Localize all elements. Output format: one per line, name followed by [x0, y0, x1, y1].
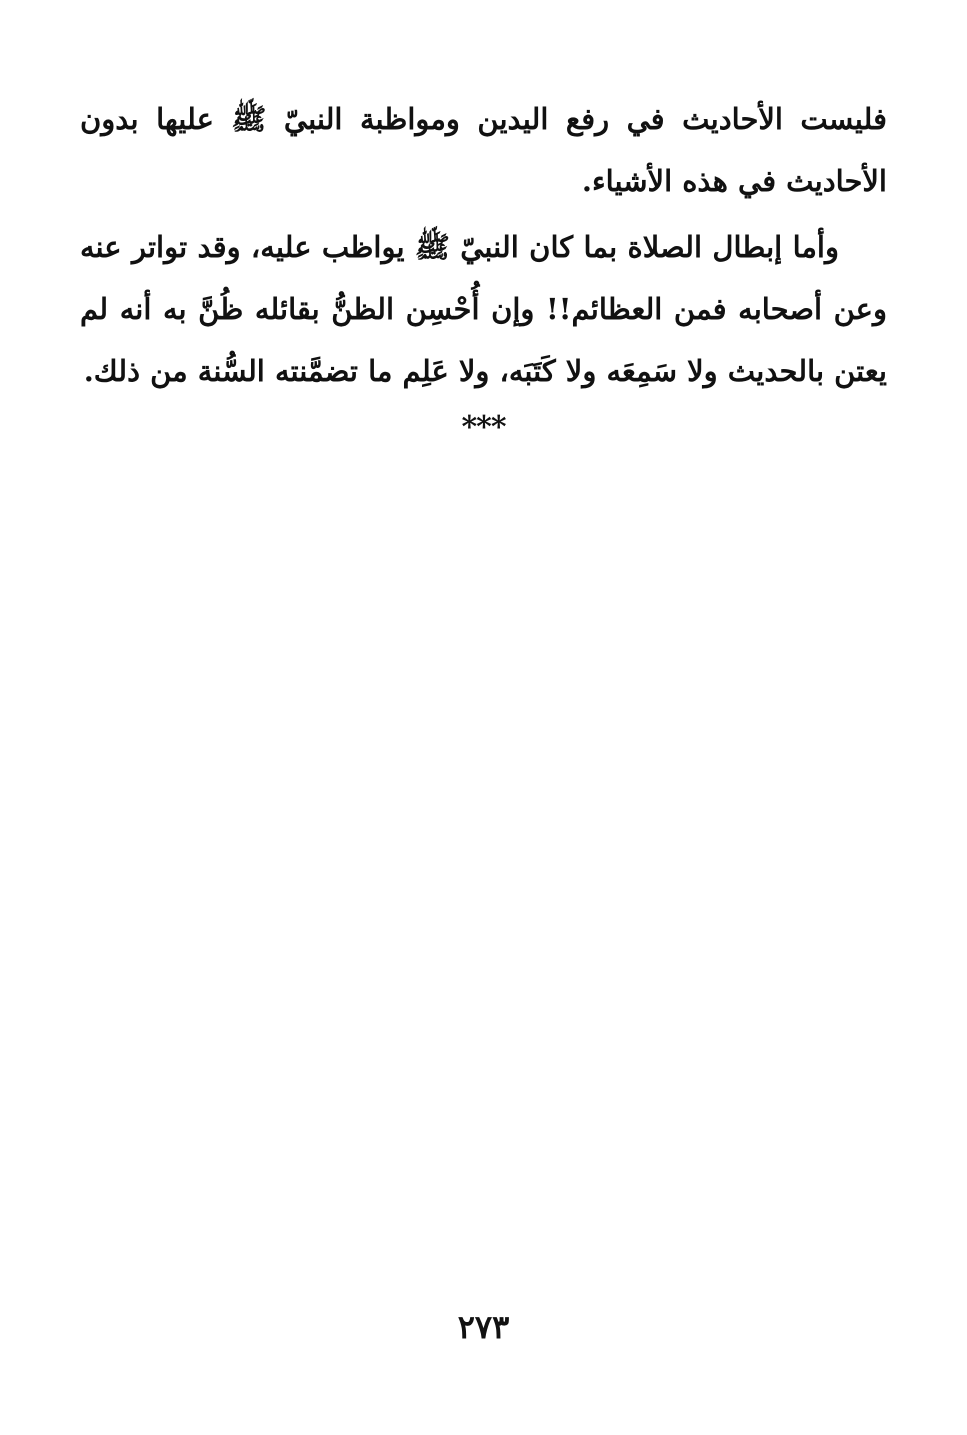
body-text	[80, 88, 887, 402]
paragraph: فليست الأحاديث في رفع اليدين ومواظبة النبيّ ﷺ عليها بدون الأحاديث في هذه الأشياء.	[80, 102, 887, 198]
page-number: ٢٧٣	[457, 1308, 510, 1346]
section-separator: ***	[461, 410, 506, 445]
paragraph: وأما إبطال الصلاة بما كان النبيّ ﷺ يواظب عليه، وقد تواتر عنه وعن أصحابه فمن العظائم!! وإن أُحْسِن الظنُّ بقائله ظُنَّ به أنه لم يعتن بالحديث ولا سَمِعَه ولا كَتَبَه، ولا عَلِم ما تضمَّنته السُّنة من ذلك.	[80, 230, 887, 388]
